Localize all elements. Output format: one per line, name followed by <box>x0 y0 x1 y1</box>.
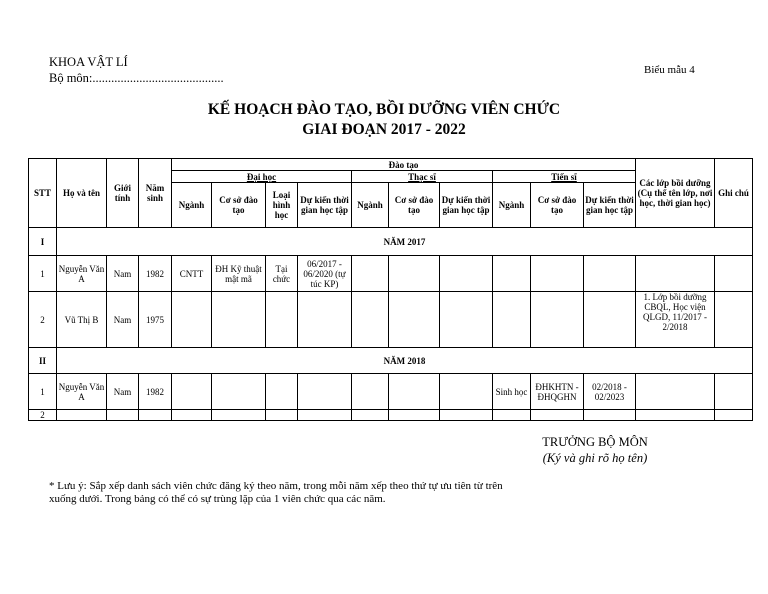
cell-empty <box>389 292 440 348</box>
cell-birth-year: 1975 <box>139 292 172 348</box>
faculty-name: KHOA VẬT LÍ <box>49 55 128 69</box>
table-row <box>29 292 753 348</box>
cell-empty <box>389 410 440 421</box>
header-gender: Giới tính <box>107 159 139 228</box>
section-roman: I <box>29 228 57 256</box>
signature-block <box>530 434 660 466</box>
table-row <box>29 374 753 410</box>
cell-phd-major: Sinh học <box>493 374 531 410</box>
header-birth-year: Năm sinh <box>139 159 172 228</box>
cell-name: Nguyễn Văn A <box>57 374 107 410</box>
cell-stt: 2 <box>29 292 57 348</box>
form-number: Biểu mẫu 4 <box>644 64 695 76</box>
cell-empty <box>636 256 715 292</box>
header-notes: Ghi chú <box>715 159 753 228</box>
cell-uni-major: CNTT <box>172 256 212 292</box>
cell-empty <box>440 256 493 292</box>
cell-empty <box>715 292 753 348</box>
cell-birth-year: 1982 <box>139 256 172 292</box>
cell-empty <box>212 410 266 421</box>
cell-name: Vũ Thị B <box>57 292 107 348</box>
cell-empty <box>352 256 389 292</box>
header-training: Đào tạo <box>172 159 636 171</box>
header-courses: Các lớp bồi dưỡng (Cụ thể tên lớp, nơi học, thời gian học) <box>636 159 715 228</box>
cell-empty <box>584 292 636 348</box>
cell-empty <box>266 374 298 410</box>
header-uni-institution: Cơ sở đào tạo <box>212 183 266 228</box>
cell-empty <box>493 410 531 421</box>
cell-empty <box>212 292 266 348</box>
header-phd-time: Dự kiến thời gian học tập <box>584 183 636 228</box>
cell-gender: Nam <box>107 374 139 410</box>
cell-empty <box>531 256 584 292</box>
cell-uni-type: Tại chức <box>266 256 298 292</box>
cell-empty <box>531 292 584 348</box>
cell-stt: 1 <box>29 256 57 292</box>
header-master-institution: Cơ sở đào tạo <box>389 183 440 228</box>
cell-empty <box>298 292 352 348</box>
section-row <box>29 228 753 256</box>
cell-uni-institution: ĐH Kỹ thuật mật mã <box>212 256 266 292</box>
section-label: NĂM 2017 <box>57 228 753 256</box>
section-row <box>29 348 753 374</box>
cell-empty <box>493 256 531 292</box>
cell-gender: Nam <box>107 256 139 292</box>
cell-empty <box>266 410 298 421</box>
cell-empty <box>440 374 493 410</box>
header-name: Họ và tên <box>57 159 107 228</box>
cell-gender: Nam <box>107 292 139 348</box>
cell-empty <box>172 410 212 421</box>
cell-empty <box>584 410 636 421</box>
cell-empty <box>440 410 493 421</box>
cell-empty <box>389 256 440 292</box>
section-label: NĂM 2018 <box>57 348 753 374</box>
cell-phd-institution: ĐHKHTN - ĐHQGHN <box>531 374 584 410</box>
header-phd-institution: Cơ sở đào tạo <box>531 183 584 228</box>
cell-empty <box>636 374 715 410</box>
section-roman: II <box>29 348 57 374</box>
cell-empty <box>715 410 753 421</box>
header-phd-major: Ngành <box>493 183 531 228</box>
cell-birth-year: 1982 <box>139 374 172 410</box>
cell-empty <box>440 292 493 348</box>
training-plan-table <box>28 158 753 421</box>
signature-note: (Ký và ghi rõ họ tên) <box>542 451 648 465</box>
cell-empty <box>172 374 212 410</box>
cell-stt: 2 <box>29 410 57 421</box>
footnote: * Lưu ý: Sắp xếp danh sách viên chức đăng ký theo năm, trong mỗi năm xếp theo thứ tự ưu tiên từ trên xuống dưới. Trong bảng có thể có sự trùng lặp của 1 viên chức qua các năm. <box>49 480 503 505</box>
table-row <box>29 410 753 421</box>
cell-empty <box>57 410 107 421</box>
cell-stt: 1 <box>29 374 57 410</box>
cell-phd-time: 02/2018 - 02/2023 <box>584 374 636 410</box>
cell-empty <box>531 410 584 421</box>
cell-empty <box>352 292 389 348</box>
document-subtitle: GIAI ĐOẠN 2017 - 2022 <box>302 121 466 138</box>
department-line: Bộ môn:.......................................... <box>49 71 224 85</box>
cell-empty <box>715 256 753 292</box>
cell-empty <box>172 292 212 348</box>
table-row <box>29 256 753 292</box>
cell-empty <box>212 374 266 410</box>
cell-empty <box>493 292 531 348</box>
document-title: KẾ HOẠCH ĐÀO TẠO, BỒI DƯỠNG VIÊN CHỨC <box>207 101 561 118</box>
header-uni-time: Dự kiến thời gian học tập <box>298 183 352 228</box>
header-university: Đại học <box>172 171 352 183</box>
cell-empty <box>352 374 389 410</box>
cell-courses: 1. Lớp bồi dưỡng CBQL, Học viện QLGD, 11/2017 - 2/2018 <box>636 292 715 348</box>
signature-title: TRƯỞNG BỘ MÔN <box>542 435 648 449</box>
header-master: Thạc sĩ <box>352 171 493 183</box>
header-uni-major: Ngành <box>172 183 212 228</box>
header-org <box>49 54 224 86</box>
header-master-major: Ngành <box>352 183 389 228</box>
cell-empty <box>584 256 636 292</box>
cell-empty <box>266 292 298 348</box>
cell-empty <box>636 410 715 421</box>
cell-name: Nguyễn Văn A <box>57 256 107 292</box>
cell-empty <box>389 374 440 410</box>
header-phd: Tiến sĩ <box>493 171 636 183</box>
cell-empty <box>352 410 389 421</box>
cell-empty <box>139 410 172 421</box>
header-stt: STT <box>29 159 57 228</box>
cell-empty <box>107 410 139 421</box>
cell-uni-time: 06/2017 - 06/2020 (tự túc KP) <box>298 256 352 292</box>
cell-empty <box>715 374 753 410</box>
header-uni-type: Loại hình học <box>266 183 298 228</box>
cell-empty <box>298 374 352 410</box>
cell-empty <box>298 410 352 421</box>
header-master-time: Dự kiến thời gian học tập <box>440 183 493 228</box>
